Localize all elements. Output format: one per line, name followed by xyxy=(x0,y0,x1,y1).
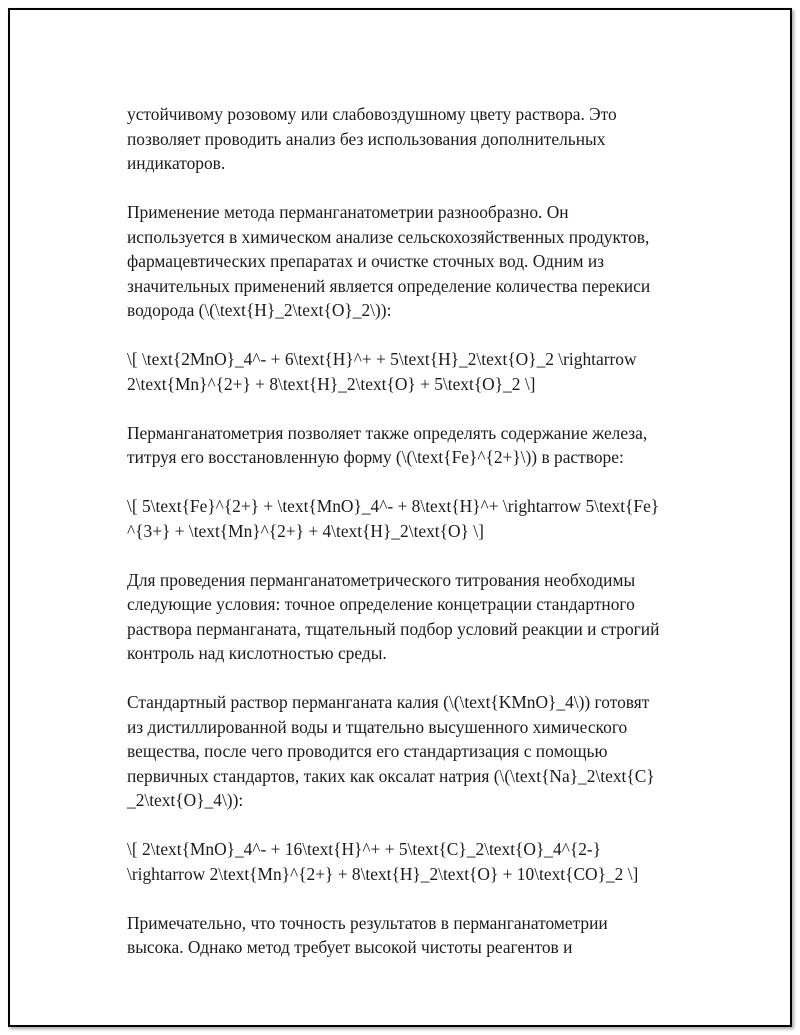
paragraph-indicator-note: устойчивому розовому или слабовоздушному цвету раствора. Это позволяет проводить анализ без использования дополнительных индикаторов. xyxy=(127,104,617,173)
paragraph-applications: Применение метода перманганатометрии разнообразно. Он используется в химическом анализе сельскохозяйственных продуктов, фармацевтических препаратах и очистке сточных вод. Одним из значительных применений является определение количества перекиси водорода (\(\text{H}_2\text{O}_2\)): xyxy=(127,202,651,320)
equation-peroxide: \[ \text{2MnO}_4^- + 6\text{H}^+ + 5\text{H}_2\text{O}_2 \rightarrow 2\text{Mn}^{2+} + 8\text{H}_2\text{O} + 5\text{O}_2 \] xyxy=(127,349,637,394)
document-body xyxy=(127,102,717,960)
paragraph-accuracy: Примечательно, что точность результатов в перманганатометрии высока. Однако метод требует высокой чистоты реагентов и xyxy=(127,912,608,957)
paragraph-iron: Перманганатометрия позволяет также определять содержание железа, титруя его восстановленную форму (\(\text{Fe}^{2+}\)) в растворе: xyxy=(127,422,648,467)
equation-oxalate: \[ 2\text{MnO}_4^- + 16\text{H}^+ + 5\text{C}_2\text{O}_4^{2-} \rightarrow 2\text{Mn}^{2+} + 8\text{H}_2\text{O} + 10\text{CO}_2 \] xyxy=(127,839,639,884)
equation-iron: \[ 5\text{Fe}^{2+} + \text{MnO}_4^- + 8\text{H}^+ \rightarrow 5\text{Fe} ^{3+} + \text{Mn}^{2+} + 4\text{H}_2\text{O} \] xyxy=(127,496,660,541)
paragraph-standard-solution: Стандартный раствор перманганата калия (\(\text{KMnO}_4\)) готовят из дистиллированной воды и тщательно высушенного химического вещества, после чего проводится его стандартизация с помощью первичных стандартов, таких как оксалат натрия (\(\text{Na}_2\text{C} _2\text{O}_4\)): xyxy=(127,692,655,810)
paragraph-conditions: Для проведения перманганатометрического титрования необходимы следующие условия: точное определение концетрации стандартного раствора перманганата, тщательный подбор условий реакции и строгий контроль над кислотностью среды. xyxy=(127,569,660,663)
document-page xyxy=(8,8,792,1027)
